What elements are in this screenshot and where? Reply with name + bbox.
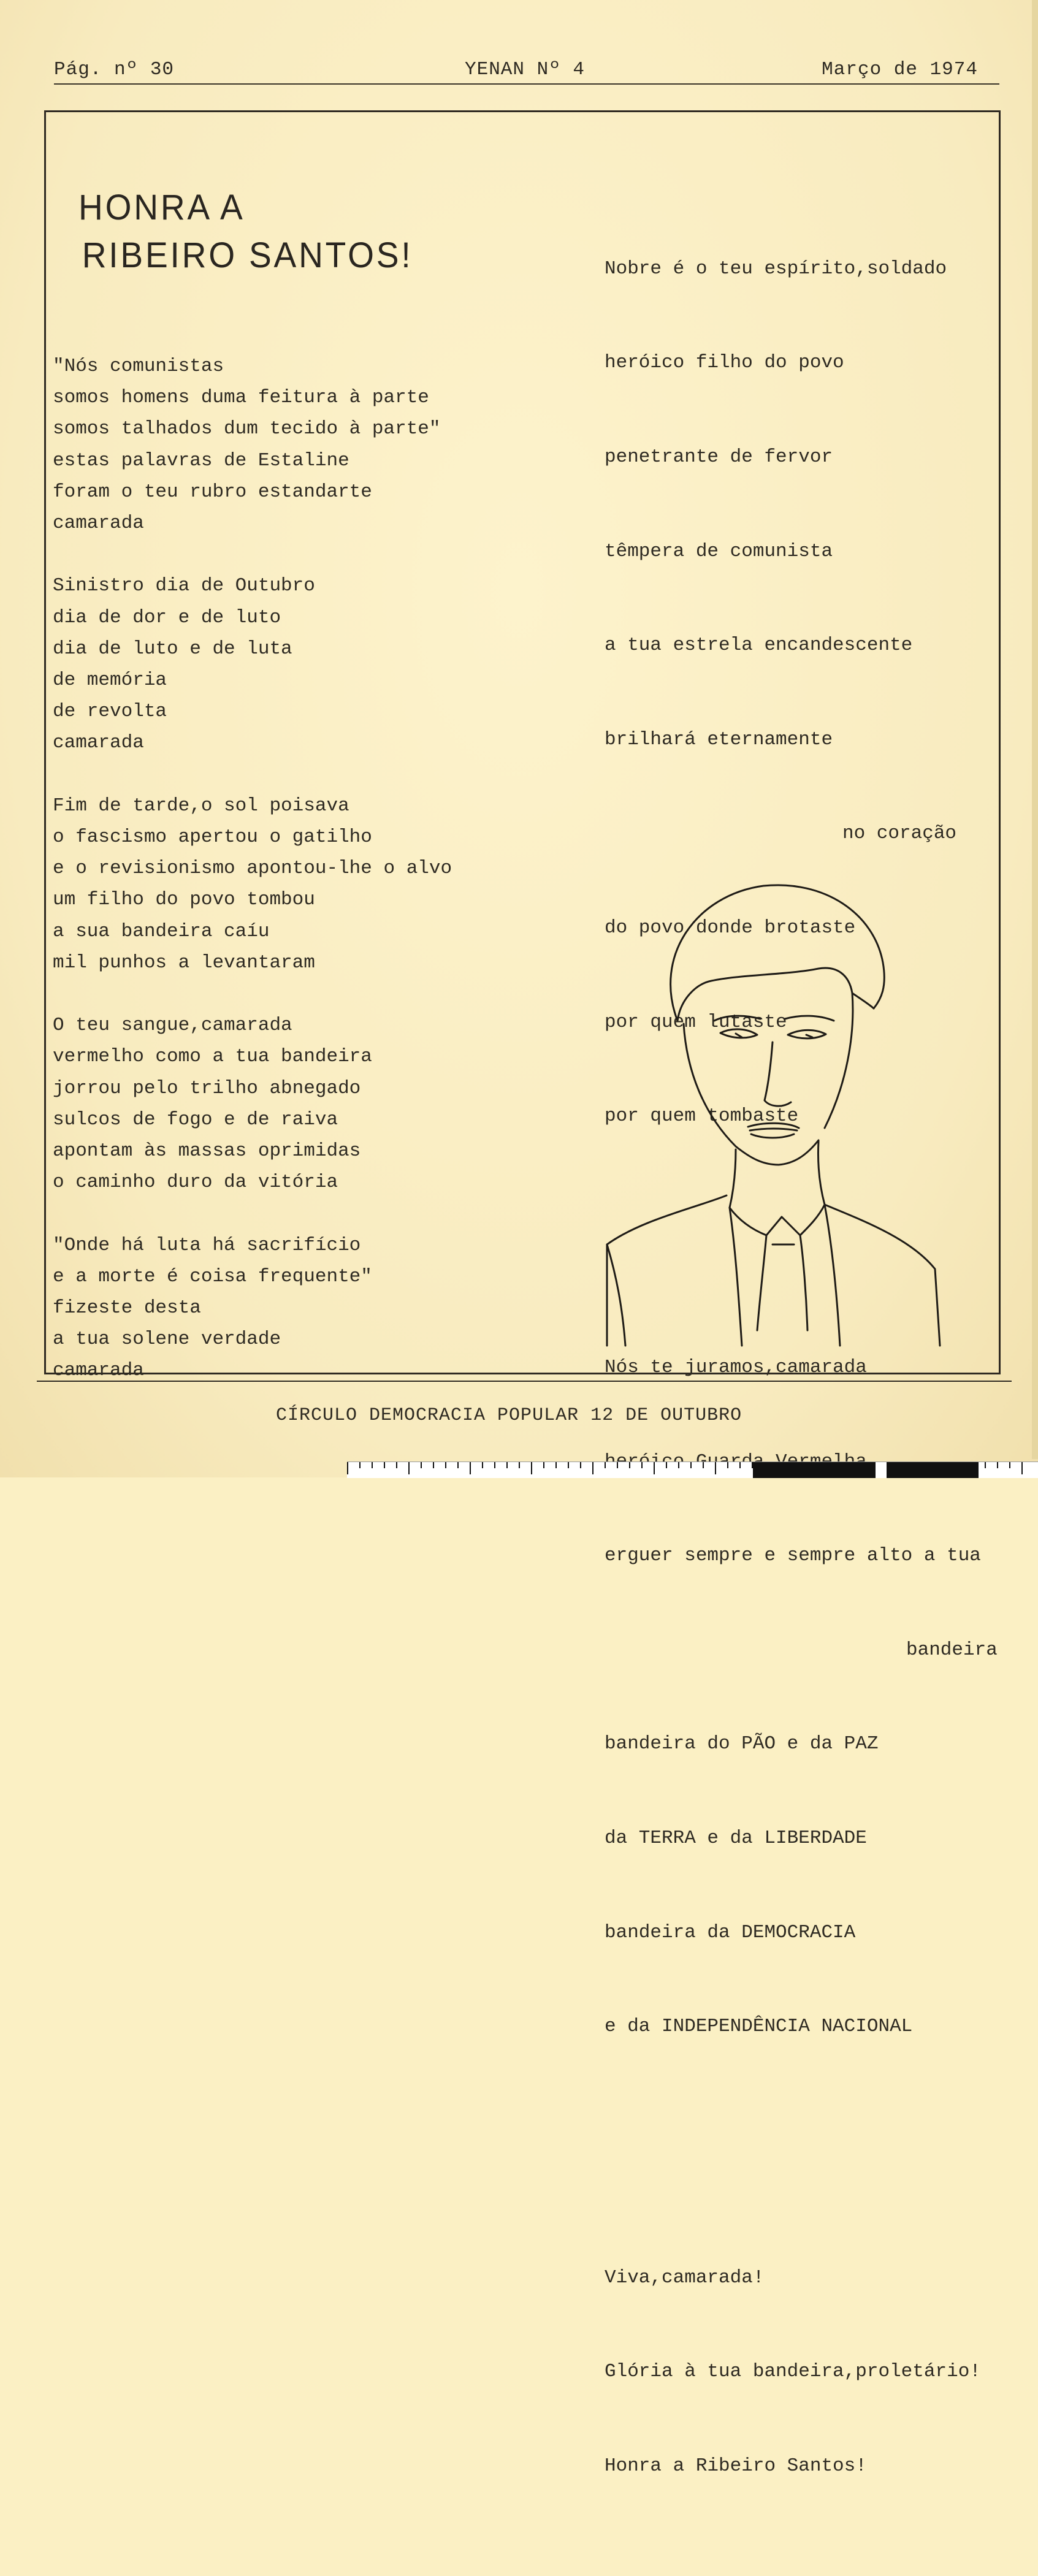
poem-line: heróico filho do povo (605, 352, 844, 374)
poem-line: dia de dor e de luto (53, 606, 281, 628)
poem-line: estas palavras de Estaline (53, 449, 349, 471)
ruler-tick (433, 1462, 434, 1468)
stanza (53, 790, 452, 978)
poem-line: mil punhos a levantaram (53, 951, 315, 974)
poem-line: Viva,camarada! (605, 2266, 765, 2288)
stanza (53, 351, 452, 539)
poem-line: jorrou pelo trilho abnegado (53, 1077, 361, 1099)
ruler-tick (715, 1462, 716, 1474)
poem-line-indented: no coração (842, 823, 957, 845)
ruler-tick (531, 1462, 532, 1474)
poem-line: de memória (53, 669, 167, 692)
portrait-sketch (604, 877, 947, 1349)
poem-line: bandeira do PÃO e da PAZ (605, 1733, 879, 1755)
ruler-tick (985, 1462, 986, 1468)
poem-line: somos homens duma feitura à parte (53, 387, 429, 409)
poem-line: camarada (53, 513, 144, 535)
poem-line: e o revisionismo apontou-lhe o alvo (53, 858, 452, 880)
poem-line: somos talhados dum tecido à parte" (53, 418, 441, 440)
measurement-ruler (347, 1461, 1038, 1478)
poem-line: erguer sempre e sempre alto a tua (605, 1545, 981, 1567)
ruler-tick (482, 1462, 483, 1468)
ruler-tick (678, 1462, 679, 1468)
poem-line: fizeste desta (53, 1297, 201, 1319)
page-edge (1032, 0, 1038, 1459)
ruler-tick (494, 1462, 495, 1468)
poem-right-column (605, 128, 998, 2576)
ruler-tick (739, 1462, 741, 1468)
poem-title (78, 184, 413, 280)
ruler-tick (997, 1462, 998, 1468)
poem-line: sulcos de fogo e de raiva (53, 1108, 338, 1130)
poem-line: "Nós comunistas (53, 356, 224, 377)
poem-line: por quem tombaste (605, 1105, 799, 1127)
poem-line: um filho do povo tombou (53, 889, 315, 911)
poem-line: a tua solene verdade (53, 1328, 281, 1351)
stanza (53, 570, 452, 758)
poem-line: camarada (53, 732, 144, 754)
poem-line: da TERRA e da LIBERDADE (605, 1827, 867, 1849)
issue-date: Março de 1974 (822, 59, 978, 80)
poem-line: a sua bandeira caíu (53, 920, 270, 942)
stanza (53, 1010, 452, 1198)
poem-line: camarada (53, 1360, 144, 1382)
ruler-tick (555, 1462, 557, 1468)
ruler-tick (641, 1462, 643, 1468)
poem-line: Nobre é o teu espírito,soldado (605, 257, 947, 280)
ruler-tick (384, 1462, 385, 1468)
ruler-tick (408, 1462, 410, 1474)
ruler-tick (457, 1462, 459, 1468)
poem-line: de revolta (53, 701, 167, 723)
ruler-tick (470, 1462, 471, 1474)
ruler-tick (519, 1462, 520, 1468)
poem-line: e da INDEPENDÊNCIA NACIONAL (605, 2016, 913, 2038)
poem-line: a tua estrela encandescente (605, 634, 913, 657)
poem-line: "Onde há luta há sacrifício (53, 1234, 361, 1256)
poem-line: bandeira da DEMOCRACIA (605, 1921, 856, 1943)
page-number: Pág. nº 30 (54, 59, 175, 80)
poem-line: dia de luto e de luta (53, 638, 292, 660)
ruler-block (753, 1462, 876, 1478)
ruler-tick (421, 1462, 422, 1468)
publication-title: YENAN Nº 4 (465, 59, 586, 80)
ruler-tick (654, 1462, 655, 1474)
poem-line: do povo donde brotaste (605, 917, 856, 939)
ruler-tick (506, 1462, 508, 1468)
stanza (53, 1230, 452, 1387)
ruler-tick (605, 1462, 606, 1468)
poem-left-column (53, 351, 452, 1387)
ruler-tick (568, 1462, 569, 1468)
ruler-tick (347, 1462, 348, 1474)
poem-line: Nós te juramos,camarada (605, 1356, 867, 1378)
ruler-block (887, 1462, 979, 1478)
poem-line: vermelho como a tua bandeira (53, 1046, 372, 1068)
poem-line: Fim de tarde,o sol poisava (53, 795, 349, 817)
header-rule (54, 83, 999, 85)
poem-line: o caminho duro da vitória (53, 1172, 338, 1194)
poem-line: Sinistro dia de Outubro (53, 575, 315, 597)
ruler-tick (1021, 1462, 1023, 1474)
poem-line: apontam às massas oprimidas (53, 1140, 361, 1162)
ruler-tick (396, 1462, 397, 1468)
poem-line: O teu sangue,camarada (53, 1015, 292, 1037)
poem-line: brilhará eternamente (605, 728, 833, 750)
footer-organization: CÍRCULO DEMOCRACIA POPULAR 12 DE OUTUBRO (276, 1405, 742, 1426)
ruler-tick (617, 1462, 618, 1468)
stanza (605, 2199, 998, 2544)
poem-line: Honra a Ribeiro Santos! (605, 2455, 867, 2477)
ruler-tick (703, 1462, 704, 1468)
title-line-1: HONRA A (78, 188, 245, 227)
poem-line: e a morte é coisa frequente" (53, 1265, 372, 1287)
ruler-tick (592, 1462, 593, 1474)
poem-line-indented: bandeira (906, 1639, 998, 1661)
poem-line: penetrante de fervor (605, 446, 833, 468)
ruler-tick (1009, 1462, 1010, 1468)
ruler-tick (372, 1462, 373, 1468)
poem-line: foram o teu rubro estandarte (53, 481, 372, 503)
ruler-tick (543, 1462, 544, 1468)
ruler-tick (666, 1462, 667, 1468)
ruler-tick (359, 1462, 361, 1468)
poem-line: o fascismo apertou o gatilho (53, 826, 372, 848)
poem-line: por quem lutaste (605, 1011, 787, 1033)
ruler-tick (727, 1462, 728, 1468)
ruler-tick (690, 1462, 692, 1468)
title-line-2: RIBEIRO SANTOS! (82, 235, 413, 275)
ruler-tick (629, 1462, 630, 1468)
poem-line: têmpera de comunista (605, 540, 833, 562)
poem-line: Glória à tua bandeira,proletário! (605, 2361, 981, 2383)
ruler-tick (445, 1462, 446, 1468)
ruler-tick (580, 1462, 581, 1468)
